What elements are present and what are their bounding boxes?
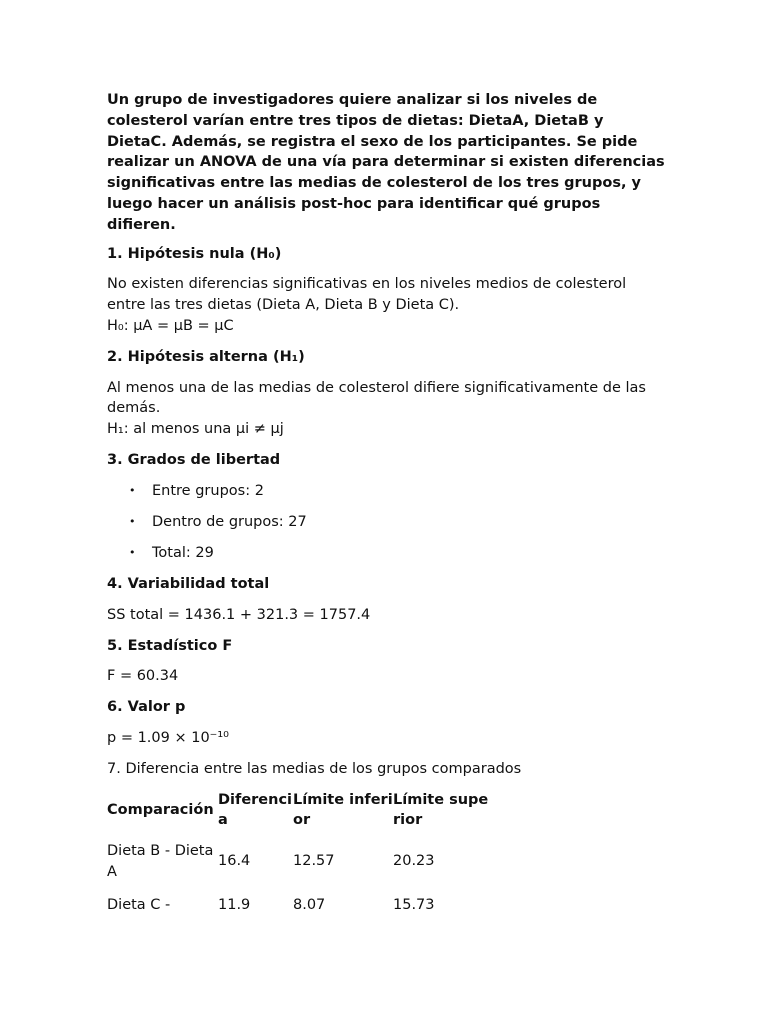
header-upper-limit: Límite superior <box>393 791 489 829</box>
list-item-text: Entre grupos: 2 <box>152 482 264 499</box>
cell-comparison: Dieta C - <box>107 896 171 913</box>
section-heading-alt-hypothesis: 2. Hipótesis alterna (H₁) <box>107 348 305 365</box>
section-heading-f-statistic: 5. Estadístico F <box>107 637 233 654</box>
total-variability-text: SS total = 1436.1 + 321.3 = 1757.4 <box>107 606 371 623</box>
cell-difference: 11.9 <box>218 896 251 913</box>
section-heading-p-value: 6. Valor p <box>107 699 186 716</box>
table-header-row <box>107 790 493 842</box>
null-hypothesis-text: No existen diferencias significativas en los niveles medios de colesterol entre las tres dietas (Dieta A, Dieta B y Dieta C). <box>107 276 627 314</box>
degrees-freedom-list <box>107 481 667 564</box>
cell-lower-limit: 8.07 <box>293 896 326 913</box>
list-item <box>107 512 667 533</box>
alt-hypothesis-formula: H₁: al menos una μi ≠ μj <box>107 421 284 438</box>
header-difference: Diferencia <box>218 791 293 829</box>
cell-lower-limit: 12.57 <box>293 853 335 870</box>
f-statistic-text: F = 60.34 <box>107 668 179 685</box>
bullet-icon: • <box>129 483 136 497</box>
bullet-icon: • <box>129 546 136 560</box>
comparison-table <box>107 790 493 928</box>
section-heading-null-hypothesis: 1. Hipótesis nula (H₀) <box>107 245 282 262</box>
table-row <box>107 895 493 928</box>
cell-difference: 16.4 <box>218 853 251 870</box>
cell-comparison: Dieta B - Dieta A <box>107 843 214 880</box>
null-hypothesis-paragraph <box>107 274 667 336</box>
cell-upper-limit: 15.73 <box>393 896 435 913</box>
list-item-text: Dentro de grupos: 27 <box>152 513 307 530</box>
list-item-text: Total: 29 <box>152 545 214 562</box>
header-comparison: Comparación <box>107 801 214 818</box>
cell-upper-limit: 20.23 <box>393 853 435 870</box>
header-lower-limit: Límite inferior <box>293 791 393 829</box>
list-item <box>107 481 667 502</box>
document-page <box>107 90 667 927</box>
alt-hypothesis-paragraph <box>107 378 667 440</box>
table-row <box>107 841 493 895</box>
problem-statement: Un grupo de investigadores quiere analizar si los niveles de colesterol varían entre tres tipos de dietas: DietaA, DietaB y DietaC. Además, se registra el sexo de los participantes. Se pide realizar un ANOVA de una vía para determinar si existen diferencias significativas entre las medias de colesterol de los tres grupos, y luego hacer un análisis post-hoc para identificar qué grupos difieren. <box>107 92 665 233</box>
list-item <box>107 543 667 564</box>
bullet-icon: • <box>129 514 136 528</box>
section-heading-mean-differences: 7. Diferencia entre las medias de los grupos comparados <box>107 760 522 777</box>
null-hypothesis-formula: H₀: μA = μB = μC <box>107 317 234 334</box>
p-value-text: p = 1.09 × 10⁻¹⁰ <box>107 729 229 746</box>
section-heading-degrees-freedom: 3. Grados de libertad <box>107 451 281 468</box>
alt-hypothesis-text: Al menos una de las medias de colesterol difiere significativamente de las demás. <box>107 379 646 417</box>
section-heading-total-variability: 4. Variabilidad total <box>107 575 270 592</box>
